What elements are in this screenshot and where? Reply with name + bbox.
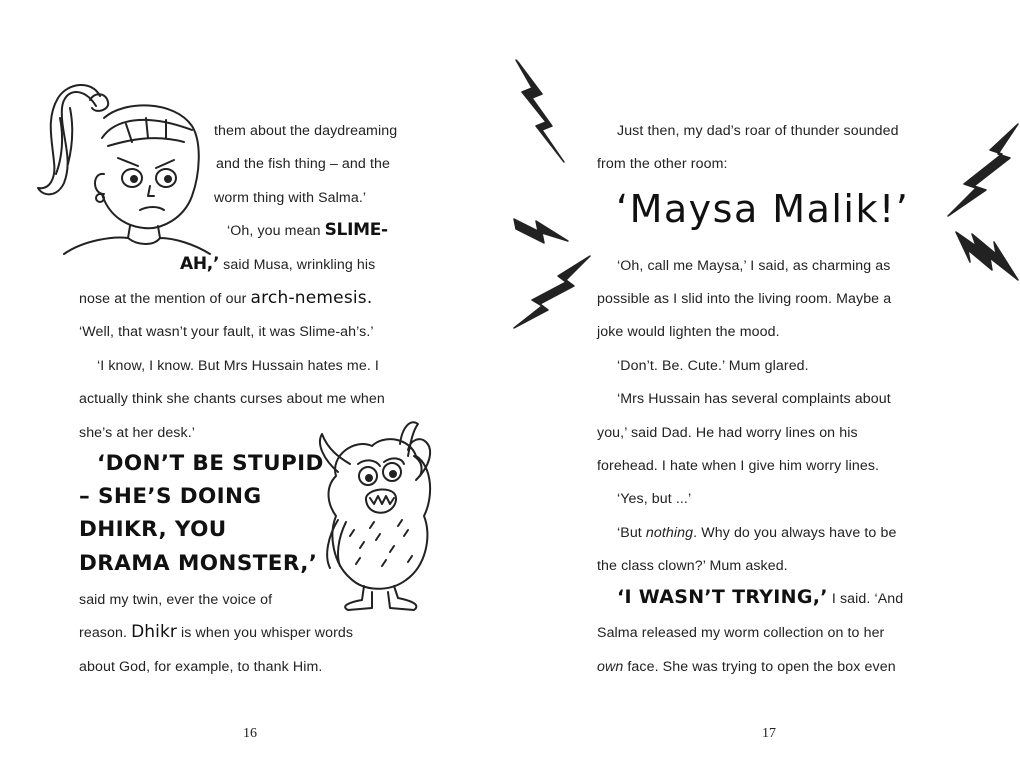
sfx-ah: AH,’ [180,254,220,274]
shout-title: ‘Maysa Malik!’ [616,187,910,231]
lightning-bolt-icon [946,120,1020,220]
monster-illustration [310,416,462,616]
sfx-dhikr: Dhikr [131,622,177,642]
text-span: face. She was trying to open the box even [623,659,896,675]
sfx-slime: SLIME- [324,220,388,240]
text-span: ‘But [617,525,646,541]
text-line: the class clown?’ Mum asked. [597,558,788,574]
sfx-arch-nemesis: arch-nemesis. [250,288,373,308]
big-dialogue-line: DHIKR, YOU [79,517,227,542]
lightning-bolt-icon [512,58,568,168]
text-line: ‘Don’t. Be. Cute.’ Mum glared. [617,358,809,374]
big-dialogue-line: ‘DON’T BE STUPID [97,451,324,476]
text-line: them about the daydreaming [214,123,398,139]
text-line [79,622,353,643]
lightning-bolt-icon [512,215,572,253]
text-line [617,587,903,609]
text-line: joke would lighten the mood. [597,324,780,340]
big-dialogue-line: – SHE’S DOING [79,484,262,509]
text-span: I said. ‘And [827,591,904,607]
text-line: from the other room: [597,156,728,172]
text-line: Just then, my dad’s roar of thunder sounded [617,123,899,139]
text-line [597,657,896,677]
text-line [180,254,375,275]
text-line [617,523,896,543]
lightning-bolt-icon [512,252,594,332]
text-line: possible as I slid into the living room. Maybe a [597,291,892,307]
text-line: she’s at her desk.’ [79,425,195,441]
page-number: 17 [762,726,776,741]
text-line: worm thing with Salma.’ [214,190,367,206]
text-line: Salma released my worm collection on to her [597,625,885,641]
text-span: is when you whisper words [177,625,354,641]
sfx-i-wasnt-trying: ‘I WASN’T TRYING,’ [617,586,828,608]
text-line [227,220,388,241]
text-span: nose at the mention of our [79,291,251,307]
right-page [510,0,1020,783]
text-line: you,’ said Dad. He had worry lines on his [597,425,858,441]
lightning-bolt-icon [954,228,1020,284]
text-line: actually think she chants curses about me when [79,391,385,407]
girl-illustration [34,78,212,256]
emphasis-text: own [597,659,624,675]
text-line [79,288,372,309]
text-span: . Why do you always have to be [693,525,897,541]
big-dialogue-line: DRAMA MONSTER,’ [79,551,318,576]
text-line: forehead. I hate when I give him worry lines. [597,458,880,474]
page-number: 16 [243,726,257,741]
text-line: ‘I know, I know. But Mrs Hussain hates me. I [97,358,379,374]
text-span: said Musa, wrinkling his [219,257,376,273]
text-line: about God, for example, to thank Him. [79,659,323,675]
text-line: and the fish thing – and the [216,156,390,172]
text-line: ‘Well, that wasn’t your fault, it was Slime-ah’s.’ [79,324,374,340]
text-line: ‘Oh, call me Maysa,’ I said, as charming as [617,258,891,274]
emphasis-text: nothing [645,525,694,541]
text-line: ‘Yes, but ...’ [617,491,692,507]
text-span: ‘Oh, you mean [227,223,325,239]
text-line: ‘Mrs Hussain has several complaints about [617,391,891,407]
text-span: reason. [79,625,132,641]
text-line: said my twin, ever the voice of [79,592,273,608]
